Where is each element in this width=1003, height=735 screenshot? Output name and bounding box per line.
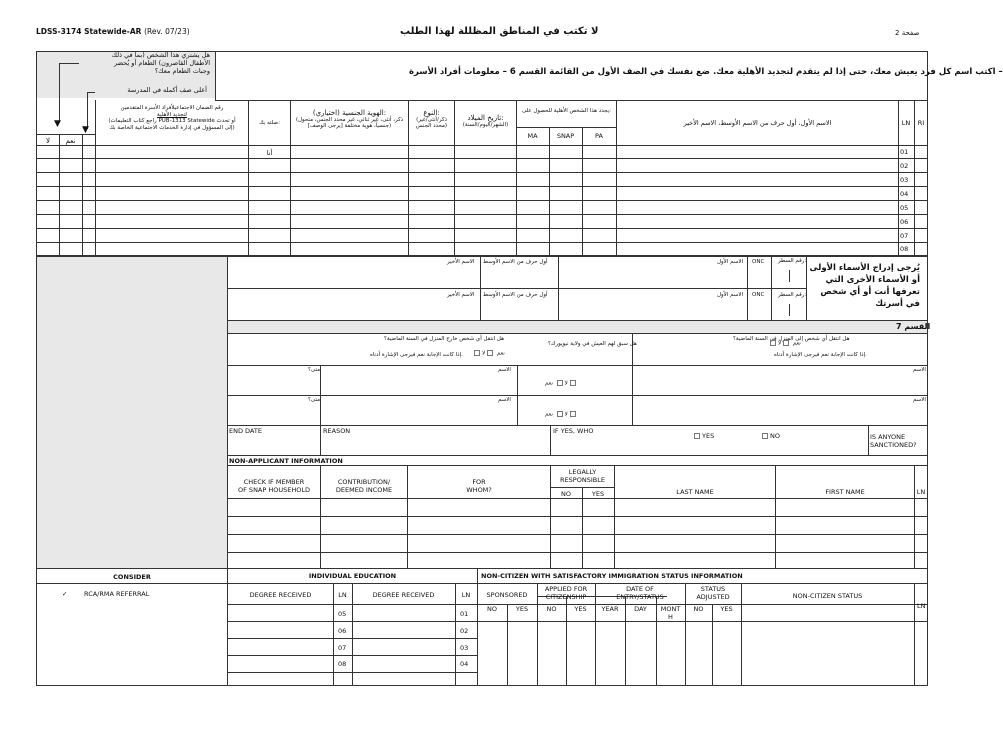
col-pa: PA (595, 132, 603, 140)
date-month: MONT H (660, 605, 681, 621)
edu-ln-07: 07 (338, 644, 347, 652)
moved-out-if-yes: إذا كانت الإجابة نعم فيرجى الإشارة أدناه. (370, 352, 463, 358)
col-yes: نعم (65, 137, 76, 145)
ny-options-2[interactable]: لا نعم (545, 411, 578, 418)
col-renew: يجدد هذا الشخص الأهلية للحصول على: (521, 108, 612, 114)
degree-header-1: DEGREE RECEIVED (249, 591, 312, 599)
form-id: LDSS-3174 Statewide-AR (Rev. 07/23) (36, 27, 190, 36)
legally-responsible-header: LEGALLY RESPONSIBLE (560, 468, 605, 484)
moved-in-options[interactable]: نعم لا (768, 340, 801, 347)
if-yes-who-label: IF YES, WHO (553, 427, 594, 435)
applied-yes: YES (574, 605, 587, 613)
edu-ln-06: 06 (338, 627, 347, 635)
non-applicant-title: NON-APPLICANT INFORMATION (229, 457, 343, 465)
date-entry-header: DATE OF ENTRY/STATUS (616, 585, 664, 601)
reason-label: REASON (323, 427, 351, 435)
status-adjusted-header: STATUS ADJUSTED (696, 585, 730, 601)
name-label-in-1: الاسم (913, 367, 926, 373)
arrow-line (59, 63, 60, 123)
first-name-header: FIRST NAME (825, 488, 865, 496)
col-no: لا (46, 137, 50, 145)
onc-2: ONC (752, 292, 765, 298)
date-day: DAY (634, 605, 647, 613)
other-first-2: الاسم الأول (717, 292, 743, 298)
other-last-2: الاسم الأخير (447, 292, 475, 298)
ny-options-1[interactable]: لا نعم (545, 380, 578, 387)
other-first-1: الاسم الأول (717, 259, 743, 265)
col-ma: MA (527, 132, 538, 140)
other-last-1: الاسم الأخير (447, 259, 475, 265)
section7-title: القسم 7 (896, 322, 931, 331)
status-yes: YES (720, 605, 733, 613)
ln-header-2: LN (461, 591, 471, 599)
ln-header-1: LN (338, 591, 347, 599)
page-title: لا تكتب في المناطق المظللة لهذا الطلب (400, 26, 599, 37)
consider-header: CONSIDER (113, 573, 151, 581)
rca-referral: RCA/RMA REFERRAL (84, 590, 150, 598)
sponsored-header: SPONSORED (486, 591, 528, 599)
line-no-2: رقم السطر: (778, 292, 807, 298)
col-ri: RI (917, 119, 925, 127)
edu-ln-01: 01 (460, 610, 469, 618)
col-name: الاسم الأول، أول حرف من الاسم الأوسط، الاسم الأخير (683, 119, 832, 127)
row-ln-05: 05 (900, 204, 909, 212)
col-snap: SNAP (556, 132, 575, 140)
is-anyone-sanctioned: IS ANYONE SANCTIONED? (870, 433, 917, 449)
edu-ln-05: 05 (338, 610, 347, 618)
name-label-2: الاسم (498, 397, 511, 403)
other-middle-1: أول حرف من الاسم الأوسط (483, 259, 548, 265)
sponsored-no: NO (487, 605, 497, 613)
q-lived-ny: هل سبق لهم العيش في ولاية نيويورك؟ (548, 341, 637, 347)
row-ln-08: 08 (900, 245, 909, 253)
edu-ln-08: 08 (338, 660, 347, 668)
col-dob: تاريخ الميلاد: (الشهر/اليوم/السنة) (462, 114, 509, 128)
other-middle-2: أول حرف من الاسم الأوسط (483, 292, 548, 298)
other-names-heading: يُرجى إدراج الأسماء الأولى أو الأسماء الأخرى التي تعرفها أنت أو أي شخص في أسرتك (809, 263, 920, 309)
edu-ln-04: 04 (460, 660, 469, 668)
question-grade: أعلى صف أكمله في المدرسة (127, 86, 207, 94)
date-year: YEAR (601, 605, 619, 613)
line-no-1: رقم السطر: (778, 258, 807, 264)
immigration-header: NON-CITIZEN WITH SATISFACTORY IMMIGRATION STATUS INFORMATION (481, 572, 743, 580)
row-ln-03: 03 (900, 176, 909, 184)
imm-ln-header: LN (917, 602, 926, 610)
section6-instruction: اكتب اسم كل فرد يعيش معك، حتى إذا لم يتقدم لتجديد الأهلية معك. ضع نفسك في الصف الأول من القائمة القسم 6 – معلومات أفراد الأسرة – (409, 67, 1003, 77)
row-ln-02: 02 (900, 162, 909, 170)
arrow-down-icon: ▼ (54, 119, 61, 129)
q-moved-out: هل انتقل أي شخص خارج المنزل في السنة الماضية؟ (384, 336, 504, 342)
last-name-header: LAST NAME (676, 488, 714, 496)
sponsored-yes: YES (515, 605, 529, 613)
contribution-header: CONTRIBUTION/ DEEMED INCOME (335, 478, 393, 494)
onc-1: ONC (752, 259, 765, 265)
education-header: INDIVIDUAL EDUCATION (308, 572, 397, 580)
name-label-1: الاسم (498, 367, 511, 373)
edu-ln-03: 03 (460, 644, 469, 652)
row-ln-01: 01 (900, 148, 909, 156)
applied-citizenship-header: APPLIED FOR CITIZENSHIP (544, 585, 588, 601)
when-label-1: متى؟ (308, 367, 321, 373)
col-ln: LN (901, 119, 911, 127)
ln-header: LN (916, 488, 926, 496)
status-no: NO (693, 605, 704, 613)
edu-ln-02: 02 (460, 627, 469, 635)
legal-yes: YES (591, 490, 605, 498)
when-label-2: متى؟ (308, 397, 321, 403)
sanction-no[interactable]: NO (760, 432, 780, 440)
legal-no: NO (561, 490, 571, 498)
row-ln-04: 04 (900, 190, 909, 198)
col-relation: صلته بك: (259, 120, 280, 126)
row-ln-07: 07 (900, 232, 909, 240)
row-ln-06: 06 (900, 218, 909, 226)
moved-in-if-yes: إذا كانت الإجابة نعم فيرجى الإشارة أدناه. (774, 352, 867, 358)
col-gender-identity: الهوية الجنسية (اختياري): (ذكر، أنثى، غير ثنائي، غير محدد الجنس، متحول جنسياً، هوية مختلفة [يرجى الوصف]) (295, 109, 404, 129)
rca-check: ✓ (62, 590, 68, 598)
name-label-in-2: الاسم (913, 397, 926, 403)
applied-no: NO (546, 605, 557, 613)
self-label: أنا (266, 149, 273, 157)
degree-header-2: DEGREE RECEIVED (372, 591, 435, 599)
moved-out-options[interactable]: نعم لا (472, 350, 505, 357)
col-ssn-header: رقم الضمان الاجتماعيلأفراد الأسرة المتقدمين لتجديد الأهلية (راجع كتاب التعليمات PUB-1313 Statewide أو تحدث إلى المسؤول في إدارة الخدمات الاجتماعية الخاصة بك) (108, 105, 236, 131)
sanction-yes[interactable]: YES (692, 432, 714, 440)
page-number: صفحة 2 (895, 29, 920, 37)
shaded-left (37, 257, 227, 568)
col-sex: النوع: (ذكر/أنثى/غير محدد الجنس) (415, 109, 448, 129)
for-whom-header: FOR WHOM? (466, 478, 492, 494)
arrow-down-icon-2: ▼ (82, 125, 89, 135)
non-citizen-status-header: NON-CITIZEN STATUS (792, 592, 863, 600)
end-date-label: END DATE (229, 427, 262, 435)
question-buy-food: هل يشتري هذا الشخص (بما في ذلك الأطفال القاصرون) الطعام أو يُحضر وجبات الطعام معك؟ (111, 51, 210, 75)
q-moved-in: هل انتقل أي شخص إلى المنزل في السنة الماضية؟ (733, 336, 850, 342)
check-member-header: CHECK IF MEMBER OF SNAP HOUSEHOLD (238, 478, 310, 494)
